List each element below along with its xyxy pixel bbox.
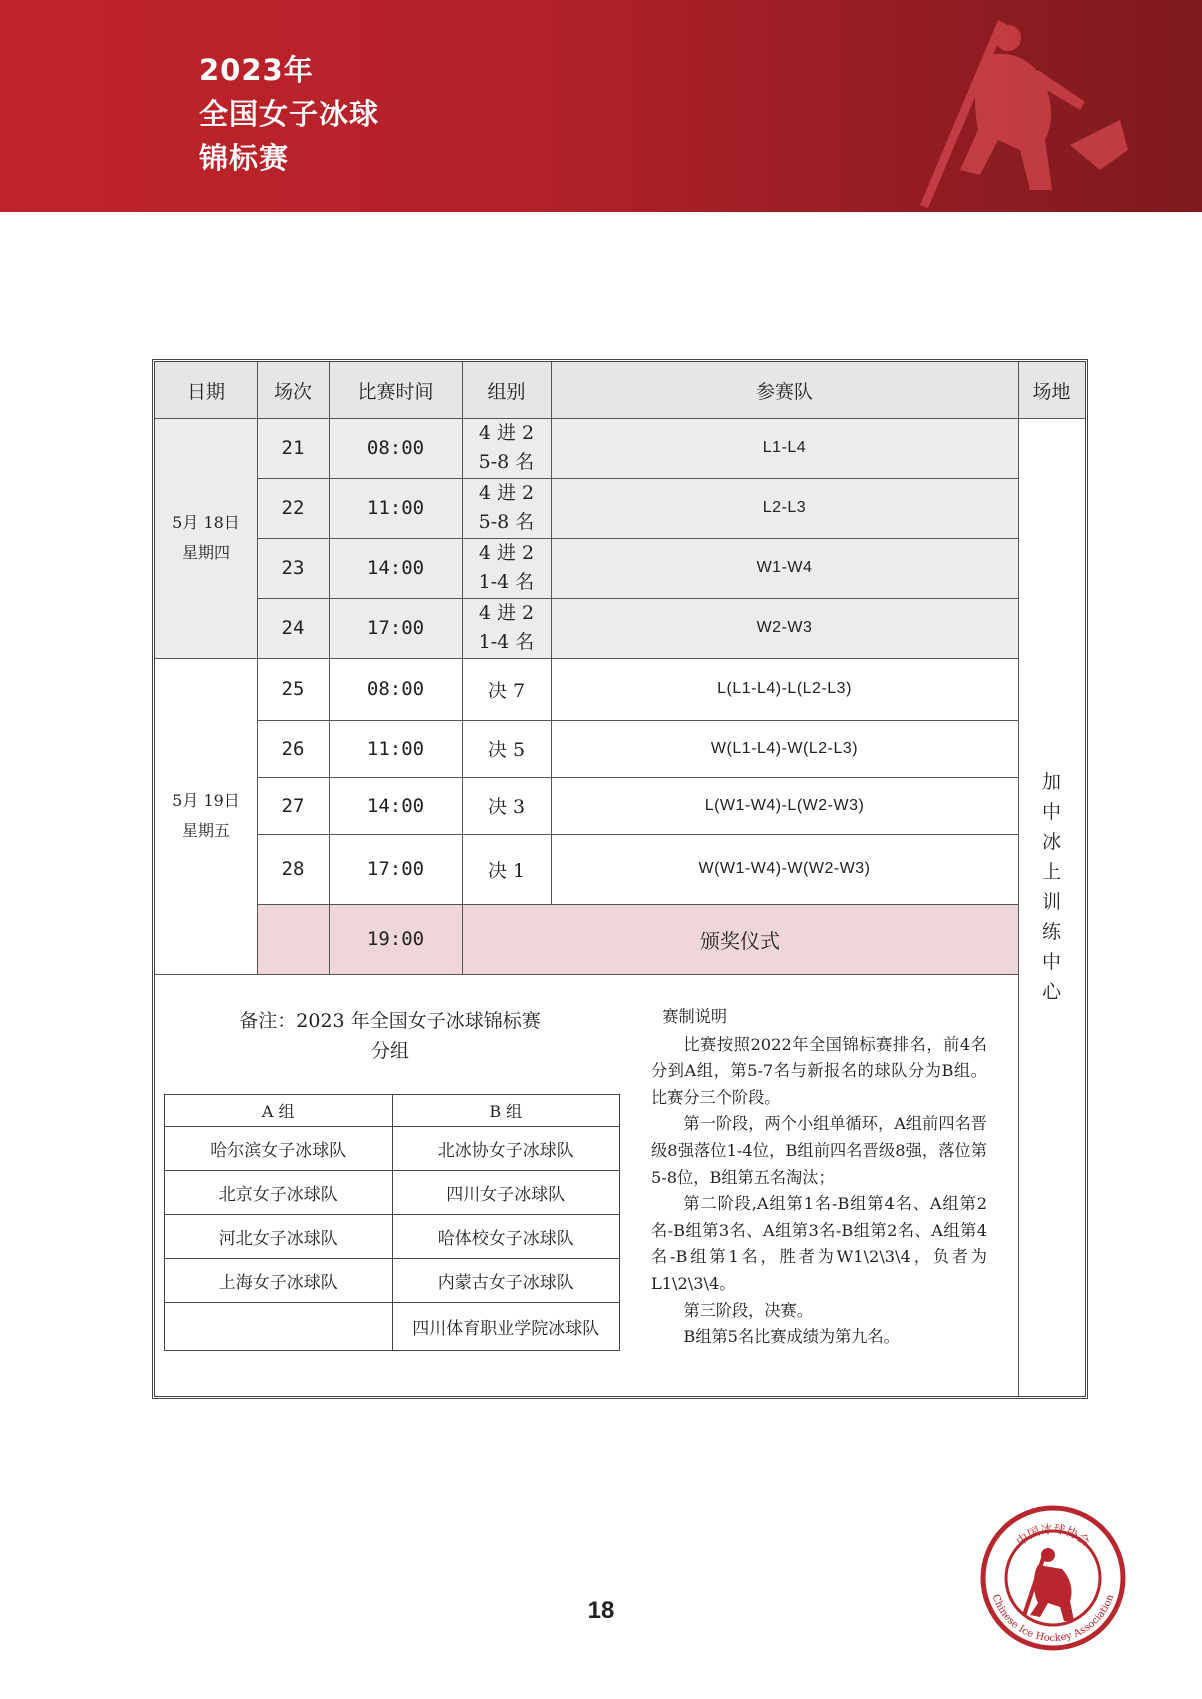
match-no: 25	[281, 678, 305, 700]
grid-line	[329, 362, 330, 974]
match-group: 决 3	[487, 796, 526, 818]
match-teams: L2-L3	[551, 478, 1018, 538]
event-title	[199, 48, 379, 180]
group-line: 1-4 名	[478, 631, 535, 653]
grid-line	[257, 362, 258, 974]
match-no: 21	[257, 418, 329, 478]
venue-char: 练	[1041, 921, 1061, 943]
match-time: 08:00	[329, 418, 462, 478]
ceremony-time: 19:00	[329, 904, 462, 974]
notes-title	[200, 1006, 580, 1066]
venue-char: 中	[1041, 801, 1061, 823]
header-match-no: 场次	[257, 362, 329, 418]
match-group	[462, 598, 551, 658]
match-teams: W(L1-L4)-W(L2-L3)	[710, 739, 859, 757]
grid-line	[257, 834, 1018, 835]
venue-char: 中	[1041, 951, 1061, 973]
rules-title: 赛制说明	[662, 1007, 728, 1026]
match-time: 17:00	[329, 598, 462, 658]
group-a-header: A 组	[165, 1095, 393, 1127]
date-label: 5月 18日	[172, 513, 240, 532]
group-line: 4 进 2	[478, 602, 535, 624]
venue-char: 冰	[1041, 831, 1061, 853]
match-teams: L(W1-W4)-L(W2-W3)	[704, 796, 865, 814]
rules-paragraph: 比赛按照2022年全国锦标赛排名，前4名分到A组，第5-7名与新报名的球队分为B组。比赛分三个阶段。	[651, 1034, 987, 1107]
hockey-player-silhouette-icon	[880, 0, 1202, 212]
title-line-name: 全国女子冰球	[199, 97, 380, 131]
group-a-team: 哈尔滨女子冰球队	[165, 1127, 393, 1171]
grid-line	[551, 362, 552, 904]
match-teams: W2-W3	[551, 598, 1018, 658]
match-no: 23	[257, 538, 329, 598]
group-a-team: 上海女子冰球队	[165, 1259, 393, 1303]
ceremony-label: 颁奖仪式	[462, 904, 1018, 974]
match-time: 11:00	[329, 478, 462, 538]
seal-text-cn: 中国冰球协会	[1013, 1521, 1093, 1549]
match-time: 14:00	[366, 794, 425, 817]
grid-line	[462, 362, 463, 974]
weekday-label: 星期五	[181, 821, 230, 840]
match-time: 17:00	[366, 858, 425, 880]
table-row	[165, 1259, 620, 1303]
seal-text-en: Chinese Ice Hockey Association	[989, 1592, 1117, 1645]
group-a-team: 河北女子冰球队	[165, 1215, 393, 1259]
title-line-year: 2023年	[199, 53, 314, 87]
grid-line	[155, 974, 1018, 975]
group-line: 4 进 2	[478, 482, 535, 504]
group-b-team: 哈体校女子冰球队	[392, 1215, 620, 1259]
match-no: 22	[257, 478, 329, 538]
group-line: 1-4 名	[478, 571, 535, 593]
match-time: 08:00	[366, 678, 425, 700]
notes-title-line: 分组	[370, 1040, 409, 1062]
grid-line	[257, 777, 1018, 778]
group-b-team: 内蒙古女子冰球队	[392, 1259, 620, 1303]
match-no: 27	[281, 794, 305, 817]
header-banner	[0, 0, 1202, 212]
rules-paragraph: 第二阶段,A组第1名-B组第4名、A组第2名-B组第3名、A组第3名-B组第2名、A组第4名-B组第1名，胜者为W1\2\3\4，负者为L1\2\3\4。	[651, 1194, 987, 1293]
group-b-team: 四川女子冰球队	[392, 1171, 620, 1215]
grid-line	[257, 904, 1018, 905]
date-may-18	[155, 418, 257, 658]
match-time: 14:00	[329, 538, 462, 598]
notes-title-line: 备注：2023 年全国女子冰球锦标赛	[239, 1010, 541, 1032]
match-group	[462, 478, 551, 538]
grid-line	[257, 538, 1018, 539]
match-teams: L(L1-L4)-L(L2-L3)	[717, 680, 852, 697]
groups-table	[164, 1094, 620, 1351]
grid-line	[155, 418, 1085, 419]
match-time: 11:00	[366, 737, 425, 760]
association-seal-icon	[978, 1503, 1128, 1653]
table-row	[165, 1303, 620, 1351]
rules-paragraph: 第一阶段，两个小组单循环，A组前四名晋级8强落位1-4位，B组前四名晋级8强，落位第5-8位，B组第五名淘汰；	[651, 1114, 987, 1187]
group-a-team: 北京女子冰球队	[165, 1171, 393, 1215]
page-number: 18	[587, 1597, 615, 1624]
match-no: 28	[281, 858, 305, 880]
match-group	[462, 418, 551, 478]
header-teams: 参赛队	[551, 362, 1018, 418]
grid-line	[257, 598, 1018, 599]
grid-line	[257, 478, 1018, 479]
header-group: 组别	[462, 362, 551, 418]
match-teams: W(W1-W4)-W(W2-W3)	[698, 860, 871, 877]
venue-char: 加	[1041, 771, 1061, 793]
match-group: 决 5	[487, 739, 526, 761]
header-time: 比赛时间	[329, 362, 462, 418]
header-venue: 场地	[1018, 362, 1085, 418]
table-row	[165, 1215, 620, 1259]
date-may-19	[155, 658, 257, 974]
seal-player-icon	[1022, 1548, 1074, 1621]
match-group	[462, 538, 551, 598]
venue-char: 心	[1041, 981, 1061, 1003]
grid-line	[257, 720, 1018, 721]
group-line: 5-8 名	[478, 511, 535, 533]
weekday-label: 星期四	[181, 543, 230, 562]
table-row	[165, 1127, 620, 1171]
venue-cell	[1018, 418, 1085, 1396]
venue-char: 训	[1041, 891, 1061, 913]
venue-char: 上	[1041, 861, 1061, 883]
rules-paragraph: 第三阶段，决赛。	[683, 1300, 813, 1320]
rules-paragraph: B组第5名比赛成绩为第九名。	[683, 1327, 900, 1347]
group-line: 4 进 2	[478, 542, 535, 564]
title-line-championship: 锦标赛	[199, 141, 290, 175]
competition-rules	[651, 1004, 987, 1351]
date-label: 5月 19日	[172, 791, 240, 810]
group-line: 5-8 名	[478, 451, 535, 473]
match-group: 决 7	[487, 679, 526, 702]
header-date: 日期	[155, 362, 257, 418]
group-a-team	[165, 1303, 393, 1351]
match-group: 决 1	[487, 859, 526, 882]
group-b-team: 北冰协女子冰球队	[392, 1127, 620, 1171]
grid-line	[155, 658, 1018, 659]
ceremony-blank	[257, 904, 329, 974]
match-no: 24	[257, 598, 329, 658]
table-row	[165, 1171, 620, 1215]
grid-line	[1018, 362, 1019, 1396]
group-line: 4 进 2	[478, 422, 535, 444]
match-teams: L1-L4	[551, 418, 1018, 478]
group-b-team: 四川体育职业学院冰球队	[392, 1303, 620, 1351]
groups-header-row	[165, 1095, 620, 1127]
group-b-header: B 组	[392, 1095, 620, 1127]
match-no: 26	[281, 737, 305, 760]
match-teams: W1-W4	[551, 538, 1018, 598]
